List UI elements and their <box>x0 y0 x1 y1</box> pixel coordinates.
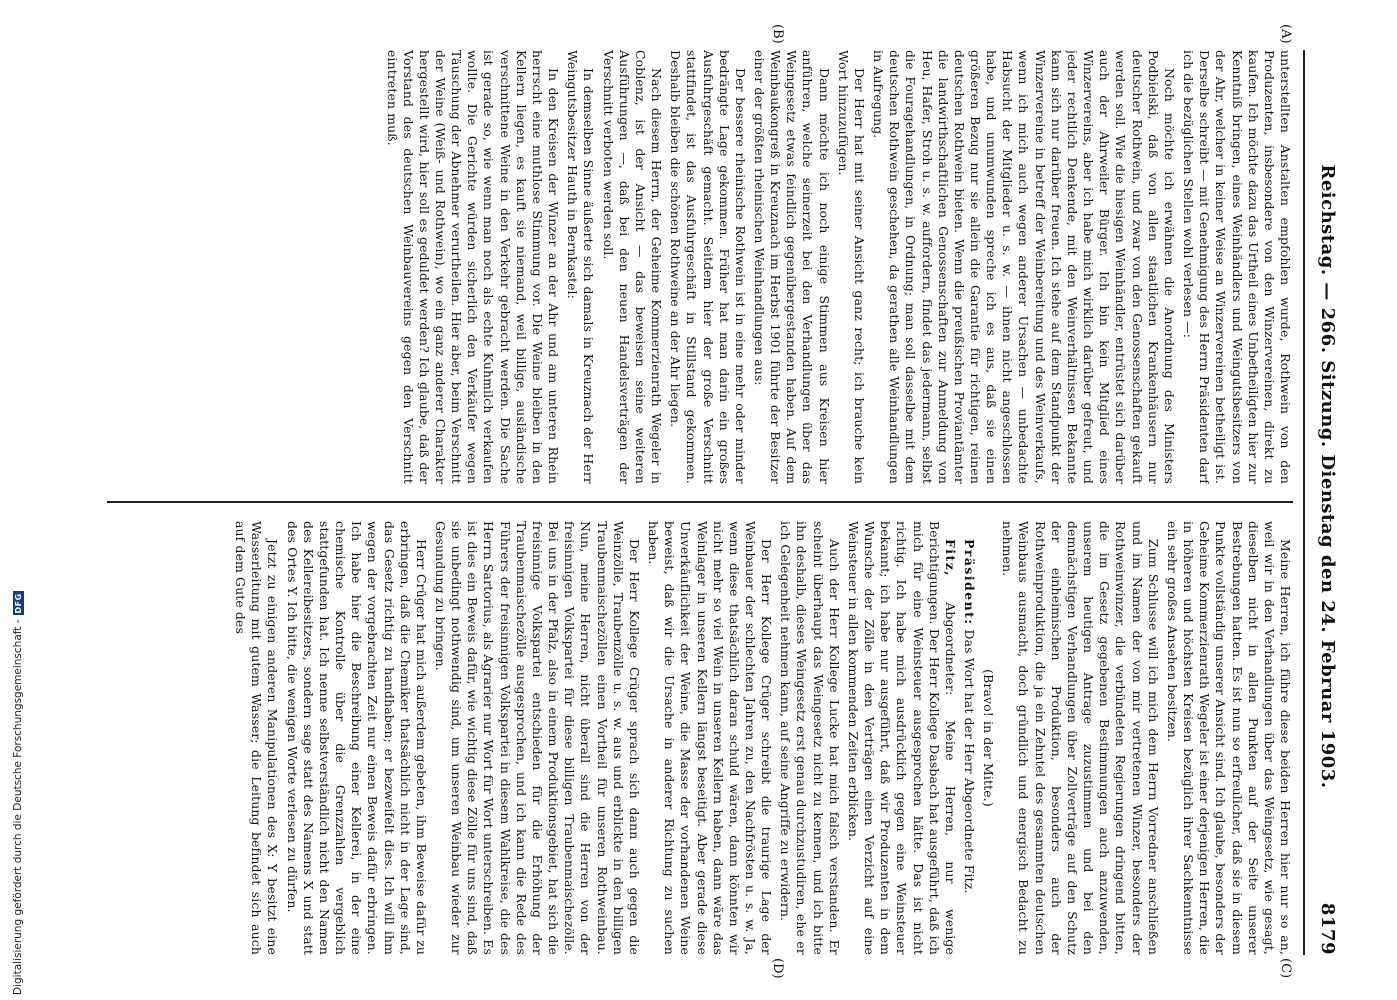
page-title: Reichstag. — 266. Sitzung. Dienstag den 24. Februar 1903. <box>1317 164 1339 789</box>
left-quote-paragraph: Der bessere rheinische Rothwein ist in eine mehr oder minder bedrängte Lage gekommen. Früher hat man darin ein großes Ausfuhrgeschäft gemacht. Seitdem hier der große Verschnitt stattfindet, ist das Ausfuhrgeschäft in Stillstand gekommen. Deshalb bleiben die schönen Rothweine an der Ahr liegen. <box>668 50 748 484</box>
left-quote-paragraph: In den Kreisen der Winzer an der Ahr und am unteren Rhein herrscht eine muthlose Stimmung vor. Die Weine bleiben in den Kellern liegen, es kauft sie niemand, weil billige, ausländische verschnittene Weine in den Verkehr gebracht werden. Die Sache ist gerade so, wie wenn man noch als echte Kuhmilch verkaufen wollte. Die Gerichte würden sicherlich den Verkäufer wegen Täuschung der Abnehmer verurtheilen. Hier aber, beim Verschnitt der Weine (Weiß- und Rothwein), wo ein ganz anderer Charakter hergestellt wird, hier soll es geduldet werden? Ich glaube, daß der Vorstand des deutschen Weinbauvereins gegen den Verschnitt eintreten muß. <box>384 50 562 484</box>
right-paragraph: Auch der Herr Kollege Lucke hat mich falsch verstanden. Er scheint überhaupt das Weingesetz nicht zu kennen, und ich bitte ihn deshalb, dieses Weingesetz erst genau durchzustudiren, ehe er ich Gelegenheit nehmen kann, auf seine Angriffe zu erwidern. <box>778 521 842 955</box>
speaker-role: Abgeordneter: <box>942 602 958 696</box>
left-quote-paragraph: Noch möchte ich erwähnen die Anordnung des Ministers Podbielski, daß von allen staatlichen Krankenhäusern nur deutscher Rothwein, und zwar von den Genossenschaften gekauft werden soll. Wie die hiesigen Weinhändler, entrüstet sich darüber auch der Ahrweiler Bürger. Ich bin kein Mitglied eines Winzervereins, aber ich habe mich wirklich darüber gefreut, und jeder rechtlich Denkende, mit den Weinverhältnissen Bekannte kann sich nur darüber freuen. Ich stehe auf dem Standpunkt der Winzervereine in betreff der Weinbereitung und des Weinverkaufs, wenn ich mich auch wegen anderer Ursachen — unbedachte Habsucht der Mitglieder u. s. w. — ihnen nicht angeschlossen habe, und unumwunden spreche ich es aus, daß sie einen größeren Bezug nur sie allein die Garantie für richtigen, reinen deutschen Rothwein bieten. Wenn die preußischen Proviantämter die landwirthschaftlichen Genossenschaften zur Anmeldung von Heu, Hafer, Stroh u. s. w. auffordern, findet das jedermann, selbst die Fouragehandlungen, in Ordnung; man soll dasselbe mit dem deutschen Rothwein geschehen, da gerathen alle Weinhandlungen in Aufregung. <box>871 50 1177 484</box>
margin-marker-d: (D) <box>770 958 785 979</box>
margin-marker-a: (A) <box>1278 24 1293 44</box>
right-paragraph: Meine Herren, ich führe diese beiden Herren hier nur so an, weil wir in den Verhandlungen über das Weingesetz, wie gesagt, dieselben nicht in allen Punkten auf der Seite unserer Bestrebungen hatten. Es ist nun so erfreulicher, daß sie in diesem Punkte vollständig unserer Ansicht sind. Ich glaube, besonders der Geheime Kommerzienrath Wegeler ist einer derjenigen Herren, die in höheren und höchsten Kreisen bezüglich ihrer Sachkenntnisse ein sehr großes Ansehen besitzen. <box>1164 521 1293 955</box>
column-divider <box>107 501 1293 503</box>
speaker-name: Präsident: <box>962 539 978 626</box>
left-paragraph: unterstellten Anstalten empfohlen wurde, Rothwein von den Produzenten, insbesondere von den Winzervereinen, direkt zu kaufen. Ich möchte dazu das Urtheil eines Unbetheiligten hier zur Kenntniß bringen, eines Weinhändlers und Weingutsbesitzers von der Ahr, welcher in keiner Weise an Winzervereinen betheiligt ist. Derselbe schreibt — mit Genehmigung des Herrn Präsidenten darf ich die bezüglichen Stellen wohl verlesen —: <box>1181 50 1293 484</box>
margin-marker-b: (B) <box>770 24 785 44</box>
statement-text: Das Wort hat der Herr Abgeordnete Fitz. <box>962 629 978 894</box>
margin-marker-c: (C) <box>1278 958 1293 979</box>
left-paragraph: Der Herr hat mit seiner Ansicht ganz recht; ich brauche kein Wort hinzuzufügen. <box>835 50 867 484</box>
page-header <box>1311 50 1345 955</box>
left-paragraph: Dann möchte ich noch einige Stimmen aus Kreisen hier anführen, welche seinerzeit bei den Verhandlungen über das Weingesetz etwas feindlich gegenübergestanden haben. Auf dem Weinbaukongreß in Kreuznach im Herbst 1901 führte der Besitzer einer der größten rheinischen Weinhandlungen aus: <box>752 50 832 484</box>
page-number: 8179 <box>1317 902 1339 955</box>
credit-text: Digitalisierung gefördert durch die Deutsche Forschungsgemeinschaft - <box>12 619 24 995</box>
right-column <box>103 521 1293 955</box>
right-paragraph: Herr Crüger hat mich außerdem gebeten, ihm Beweise dafür zu erbringen, daß die Chemiker thatsächlich nicht in der Lage sind, das Gesetz richtig zu handhaben; er bezweifelt dies. Ich will ihm wegen der vorgebrachten Zeit nur einen Beweis dafür erbringen. Ich habe hier die Beschreibung einer Kellerei, in der eine chemische Kontrolle über die Grenzzahlen vergeblich stattgefunden hat. Ich nenne selbstverständlich nicht den Namen des Kellereibesitzers, sondern sage statt des Namens X und statt des Ortes Y. Ich bitte, die wenigen Worte verlesen zu dürfen. <box>284 521 429 955</box>
left-column <box>103 50 1293 484</box>
header-rule <box>1303 50 1305 955</box>
president-statement <box>961 521 977 955</box>
statement-text: Meine Herren, nur wenige Berichtigungen. Der Herr Kollege Dasbach hat ausgeführt, daß ich mich für eine Weinsteuer ausgesprochen hätte. Das ist nicht richtig. Ich habe mich ausdrücklich gegen eine Weinsteuer bekannt; ich habe nur ausgeführt, daß wir Produzenten in dem Wunsche der Zölle in den Verträgen einen Verzicht auf eine Weinsteuer in allen kommenden Zeiten erblicken. <box>845 521 958 955</box>
speaker-statement <box>845 521 958 955</box>
right-paragraph: Der Herr Kollege Crüger sprach sich dann auch gegen die Weinzölle, Traubenzölle u. s. w. aus und erblickte in den billigen Traubenmaischezöllen einen Vortheil für unseren Rothweinbau. Nun, meine Herren, nicht überall sind die Herren von der freisinnigen Volkspartei für diese billigen Traubenmaischezölle. Bei uns in der Pfalz, also in einem Produktionsgebiet, hat sich die freisinnige Volkspartei entschieden für die Erhöhung der Traubenmaischezölle ausgesprochen, und ich kann die Rede des Führers der freisinnigen Volkspartei in diesem Wahlkreise, die des Herrn Sartorius, als Agrarier nur Wort für Wort unterschreiben. Es ist dies ein Beweis dafür, wie wichtig diese Zölle für uns sind, daß sie unbedingt nothwendig sind, um unseren Weinbau wieder zur Gesundung zu bringen. <box>433 521 642 955</box>
digitization-credit <box>0 0 24 1000</box>
speaker-name: Fitz, <box>942 539 958 578</box>
left-paragraph: Nach diesem Herrn, der Geheime Kommerzienrath Wegeler in Coblenz, ist der Ansicht — das beweisen seine weiteren Ausführungen —, daß bei den neuen Handelsverträgen der Verschnitt verboten werden soll. <box>600 50 665 484</box>
dfg-logo: DFG <box>13 593 23 614</box>
right-quote-paragraph: Jetzt zu einigen anderen Manipulationen des X: Y besitzt eine Wasserleitung mit gutem Wasser; die Leitung befindet sich auch auf dem Gute des <box>233 521 281 955</box>
left-paragraph: In demselben Sinne äußerte sich damals in Kreuznach der Herr Weingutsbesitzer Hauth in Bernkastel: <box>565 50 597 484</box>
newspaper-page <box>100 24 1345 979</box>
applause-note: (Bravo! in der Mitte.) <box>981 669 997 807</box>
right-paragraph: Zum Schlusse will ich mich dem Herrn Vorredner anschließen und im Namen der von mir vertretenen Winzer, besonders der Rothweinwinzer, die verbündeten Regierungen dringend bitten, die im Gesetz gegebenen Bestimmungen auch anzuwenden, unserem heutigen Antrage zuzustimmen und bei den demnächstigen Verhandlungen über Zollverträge auf den Schutz der einheimischen Produktion, besonders auch der Rothweinproduktion, die ja ein Zehntel des gesammten deutschen Weinbaus ausmacht, doch gründlich und energisch Bedacht zu nehmen. <box>1000 521 1161 955</box>
right-paragraph: Der Herr Kollege Crüger schreibt die traurige Lage der Weinbauer der schlechten Jahren zu, den Nachfrösten u. s. w. Ja, wenn diese thatsächlich daran schuld wären, dann könnten wir nicht mehr so viel Wein in unseren Kellern haben, dann wäre das Weinlager in unseren Kellern längst beseitigt. Aber gerade diese Unverkäuflichkeit der Weine, die Masse der vorhandenen Weine beweist, daß wir die Ursache in anderer Richtung zu suchen haben. <box>646 521 775 955</box>
